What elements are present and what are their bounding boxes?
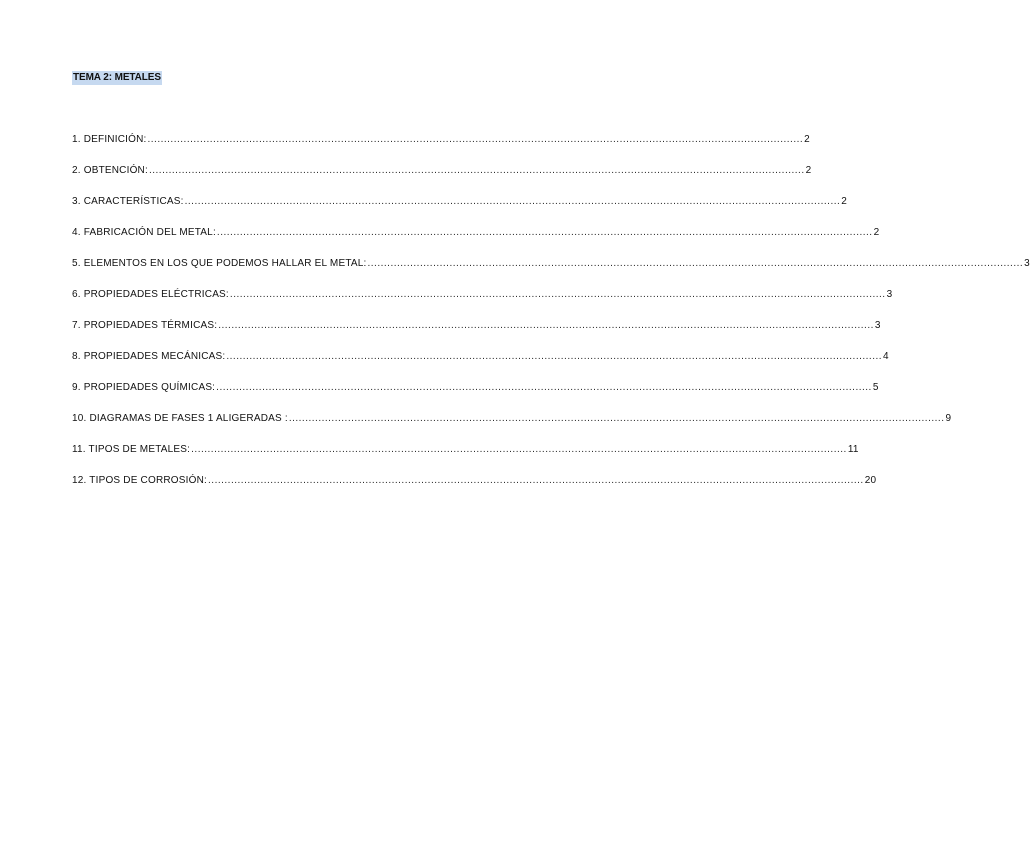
toc-entry[interactable] xyxy=(72,257,1030,288)
toc-entry[interactable] xyxy=(72,226,880,257)
toc-dot-leader: ........................................................................................................................................................................................................ xyxy=(147,134,804,145)
toc-entry[interactable] xyxy=(72,412,952,443)
toc-page-number: 3 xyxy=(886,289,893,300)
toc-entry[interactable] xyxy=(72,288,893,319)
toc-entry[interactable] xyxy=(72,350,889,381)
toc-dot-leader: ........................................................................................................................................................................................................ xyxy=(216,382,872,393)
toc-dot-leader: ........................................................................................................................................................................................................ xyxy=(288,413,945,424)
toc-dot-leader: ........................................................................................................................................................................................................ xyxy=(367,258,1024,269)
toc-entry[interactable] xyxy=(72,164,812,195)
toc-entry[interactable] xyxy=(72,443,859,474)
table-of-contents xyxy=(72,133,1030,505)
toc-page-number: 2 xyxy=(841,196,848,207)
toc-entry-label: 3. CARACTERÍSTICAS: xyxy=(72,196,184,207)
toc-entry-label: 6. PROPIEDADES ELÉCTRICAS: xyxy=(72,289,229,300)
toc-dot-leader: ........................................................................................................................................................................................................ xyxy=(218,320,874,331)
toc-entry-label: 7. PROPIEDADES TÉRMICAS: xyxy=(72,320,218,331)
toc-page-number: 9 xyxy=(945,413,952,424)
toc-entry[interactable] xyxy=(72,381,879,412)
toc-dot-leader: ........................................................................................................................................................................................................ xyxy=(229,289,886,300)
toc-entry[interactable] xyxy=(72,133,810,164)
toc-page-number: 4 xyxy=(883,351,889,362)
toc-entry-label: 1. DEFINICIÓN: xyxy=(72,134,147,145)
toc-dot-leader: ........................................................................................................................................................................................................ xyxy=(148,165,805,176)
toc-dot-leader: ........................................................................................................................................................................................................ xyxy=(216,227,873,238)
toc-entry[interactable] xyxy=(72,319,881,350)
toc-page-number: 2 xyxy=(805,165,812,176)
toc-dot-leader: ........................................................................................................................................................................................................ xyxy=(191,444,847,455)
toc-entry-label: 10. DIAGRAMAS DE FASES 1 ALIGERADAS : xyxy=(72,413,288,424)
toc-page-number: 2 xyxy=(804,134,810,145)
document-title: TEMA 2: METALES xyxy=(73,72,161,83)
toc-dot-leader: ........................................................................................................................................................................................................ xyxy=(184,196,841,207)
toc-entry[interactable] xyxy=(72,195,848,226)
toc-entry-label: 12. TIPOS DE CORROSIÓN: xyxy=(72,475,208,486)
toc-entry-label: 4. FABRICACIÓN DEL METAL: xyxy=(72,227,216,238)
toc-page-number: 2 xyxy=(873,227,880,238)
toc-entry-label: 5. ELEMENTOS EN LOS QUE PODEMOS HALLAR EL METAL: xyxy=(72,258,367,269)
toc-dot-leader: ........................................................................................................................................................................................................ xyxy=(208,475,864,486)
toc-page-number: 5 xyxy=(872,382,879,393)
toc-page-number: 3 xyxy=(874,320,881,331)
toc-page-number: 20 xyxy=(864,475,877,486)
toc-entry-label: 9. PROPIEDADES QUÍMICAS: xyxy=(72,382,216,393)
toc-entry-label: 11. TIPOS DE METALES: xyxy=(72,444,191,455)
toc-entry[interactable] xyxy=(72,474,877,505)
toc-page-number: 11 xyxy=(847,444,859,455)
toc-entry-label: 8. PROPIEDADES MECÁNICAS: xyxy=(72,351,226,362)
toc-entry-label: 2. OBTENCIÓN: xyxy=(72,165,148,176)
toc-page-number: 3 xyxy=(1024,258,1030,269)
toc-dot-leader: ........................................................................................................................................................................................................ xyxy=(226,351,883,362)
